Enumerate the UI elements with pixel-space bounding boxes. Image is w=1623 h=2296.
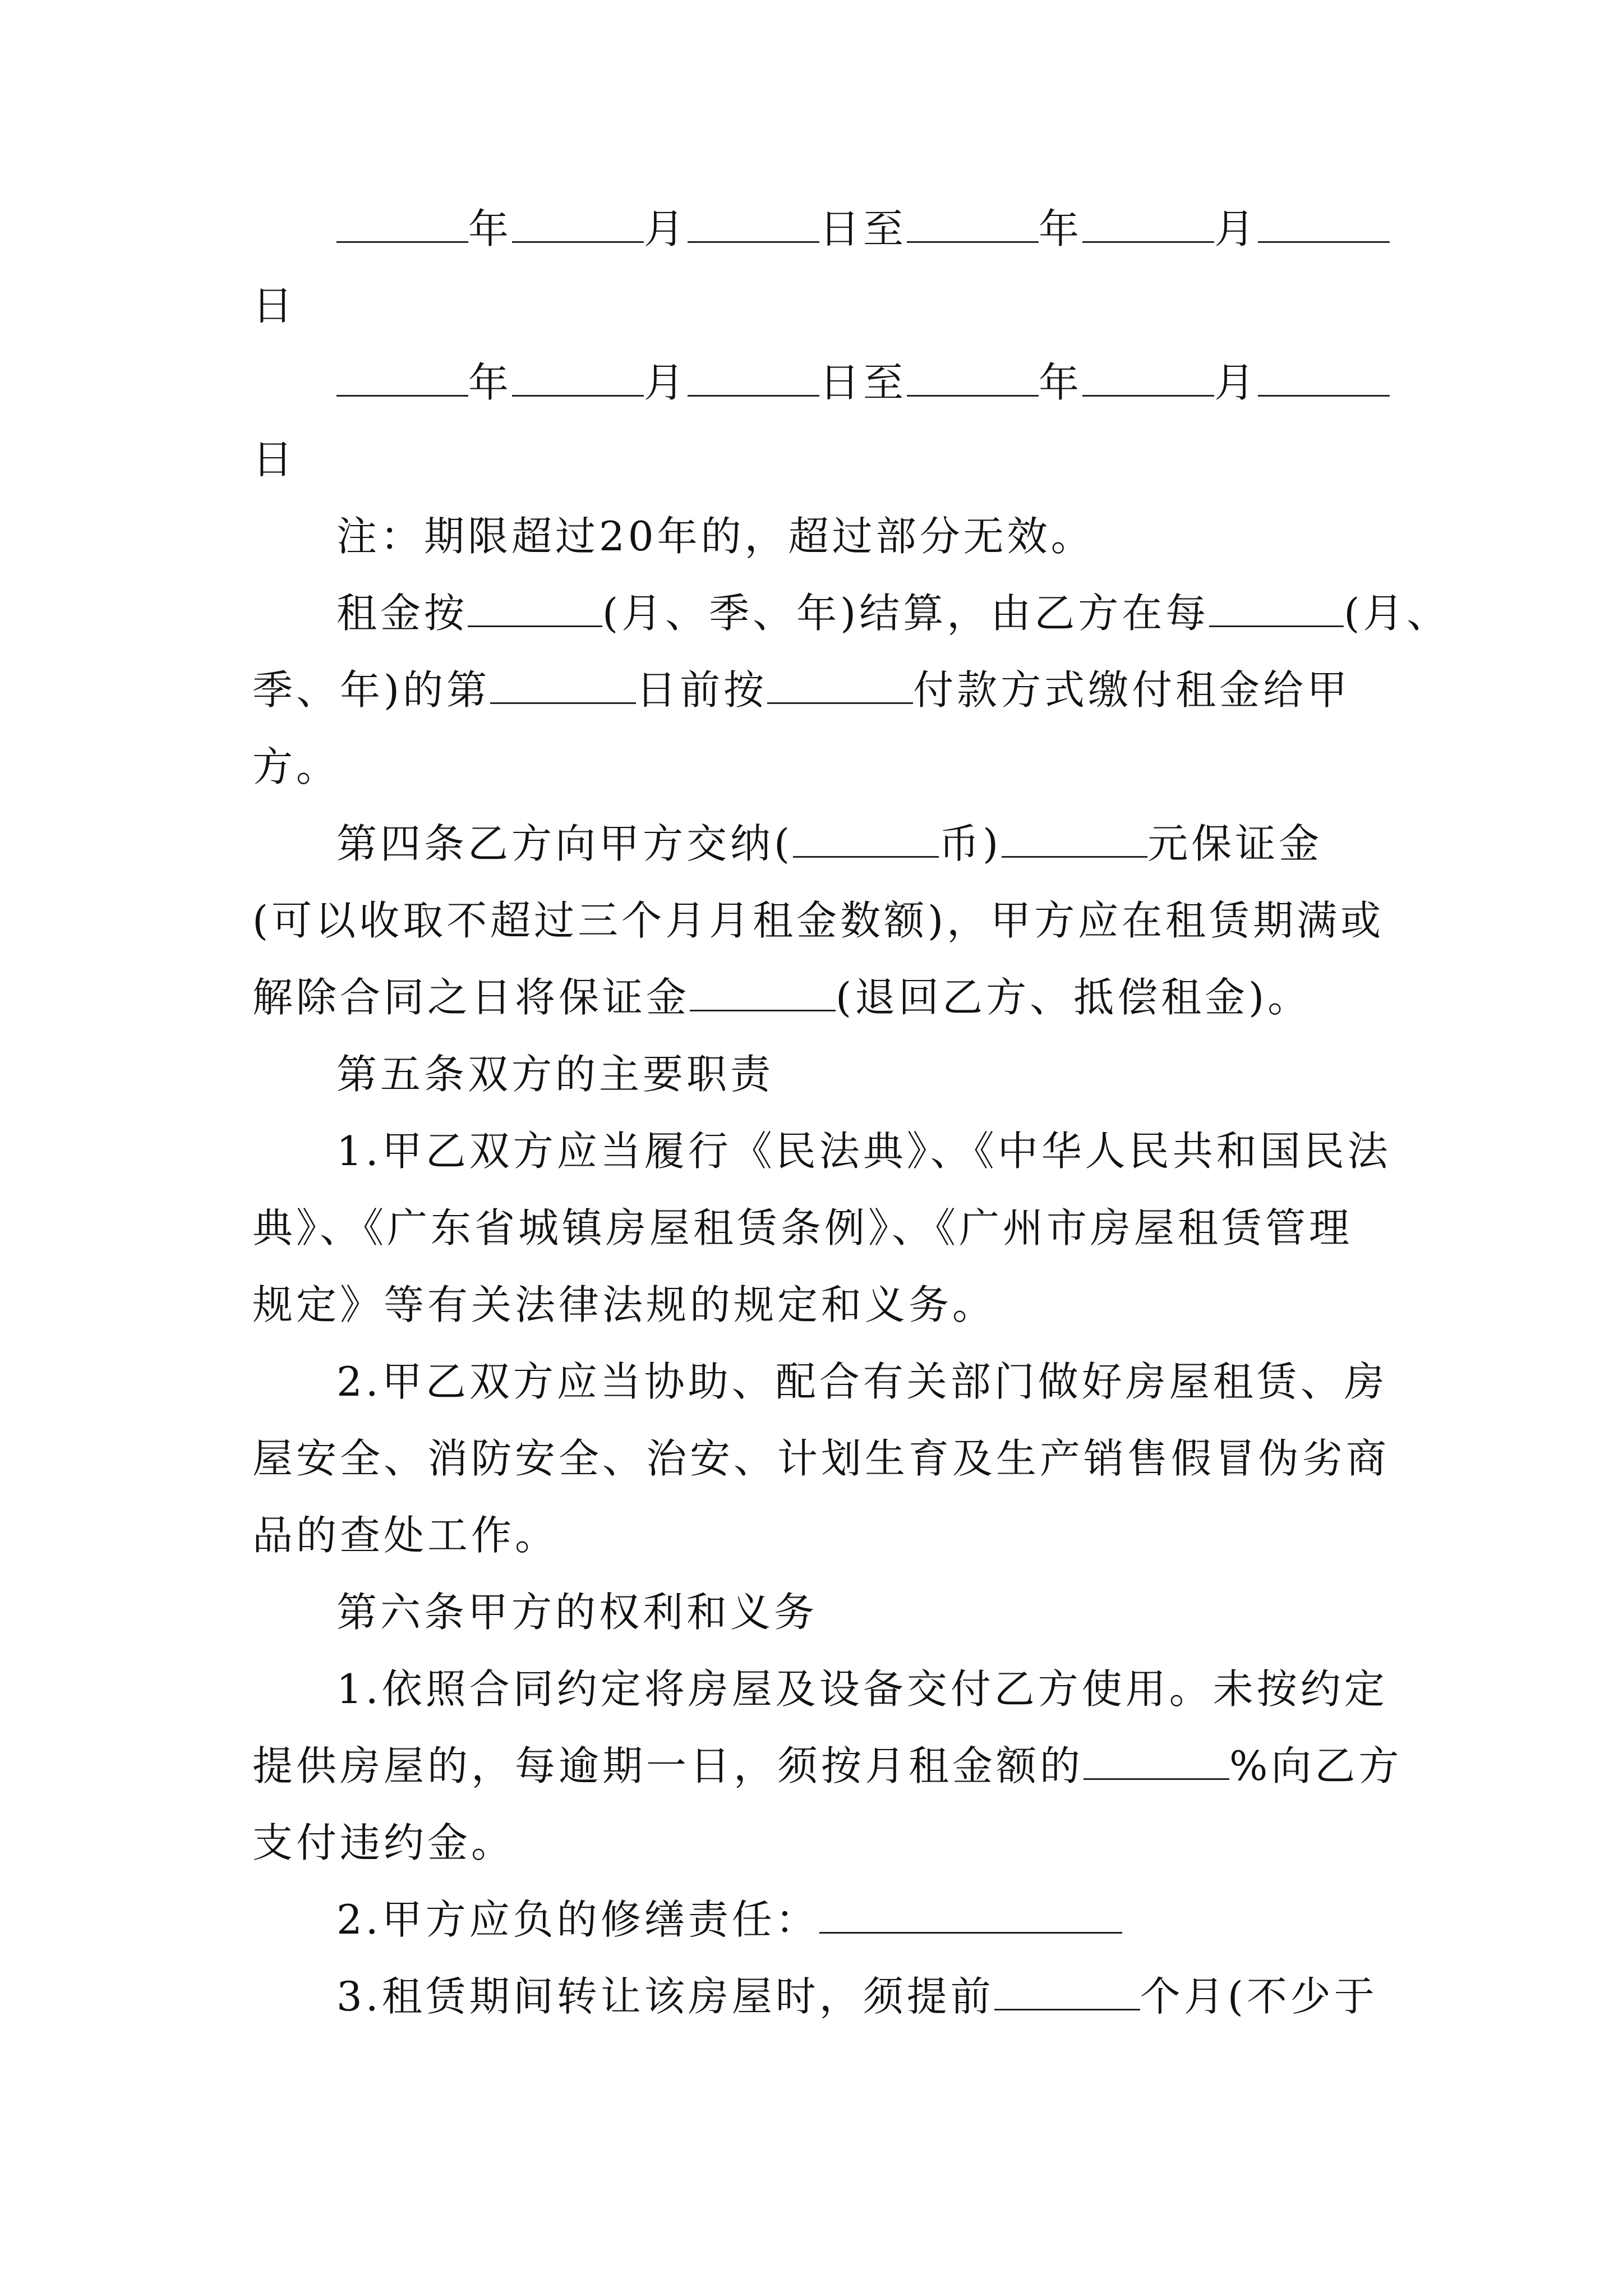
blank-field[interactable]: [767, 669, 913, 704]
text: 月: [1214, 205, 1258, 252]
blank-field[interactable]: [468, 592, 602, 627]
text: 日: [252, 436, 297, 483]
article5-title: 第五条双方的主要职责: [336, 1051, 774, 1098]
text: 3.租赁期间转让该房屋时，须提前: [336, 1973, 994, 2020]
text: (月、季、年)结算，由乙方在每: [602, 590, 1210, 637]
blank-field[interactable]: [819, 1898, 1122, 1934]
text: 解除合同之日将保证金: [252, 974, 690, 1021]
article5-p1-line-2: 典》、《广东省城镇房屋租赁条例》、《广州市房屋租赁管理: [252, 1204, 1353, 1251]
text: 月: [1214, 359, 1258, 406]
text: 第四条乙方向甲方交纳(: [336, 820, 794, 867]
text: 月: [644, 205, 688, 252]
text: (退回乙方、抵偿租金)。: [836, 974, 1312, 1021]
text: 季、年)的第: [252, 666, 491, 714]
article5-p2-line-1: 2.甲乙双方应当协助、配合有关部门做好房屋租赁、房: [336, 1358, 1388, 1405]
text: 月: [644, 359, 688, 406]
blank-field[interactable]: [1082, 208, 1214, 243]
article5-p1-line-3: 规定》等有关法律法规的规定和义务。: [252, 1281, 997, 1328]
blank-field[interactable]: [1258, 361, 1390, 397]
article4-line-2: (可以收取不超过三个月月租金数额)，甲方应在租赁期满或: [252, 897, 1385, 944]
blank-field[interactable]: [490, 669, 636, 704]
blank-field[interactable]: [907, 208, 1039, 243]
article6-p1-line-3: 支付违约金。: [252, 1819, 515, 1866]
blank-field[interactable]: [1082, 361, 1214, 397]
blank-field[interactable]: [1258, 208, 1390, 243]
blank-field[interactable]: [512, 361, 644, 397]
article5-p1-line-1: 1.甲乙双方应当履行《民法典》、《中华人民共和国民法: [336, 1128, 1391, 1175]
date-range-line-1: [252, 191, 1385, 268]
text: 日: [252, 282, 297, 329]
date-range-line-1-tail: [252, 268, 1385, 344]
article5-p2-line-3: 品的查处工作。: [252, 1512, 559, 1559]
article6-p3-line: [252, 1958, 1385, 2035]
article4-line-1: [252, 806, 1385, 882]
text: 付款方式缴付租金给甲: [913, 666, 1351, 714]
document-page: [252, 191, 1451, 2035]
text: 租金按: [336, 590, 468, 637]
blank-field[interactable]: [1209, 592, 1344, 627]
article4-line-3: [252, 959, 1385, 1036]
article6-p1-line-2: [252, 1728, 1403, 1805]
blank-field[interactable]: [994, 1975, 1140, 2010]
text: 日前按: [636, 666, 768, 714]
rent-line-1: [252, 575, 1451, 652]
text: 2.甲方应负的修缮责任：: [336, 1896, 819, 1943]
blank-field[interactable]: [1083, 1745, 1229, 1780]
text: 元保证金: [1147, 820, 1323, 867]
date-range-line-2: [252, 344, 1385, 421]
text: 年: [1039, 205, 1083, 252]
blank-field[interactable]: [907, 361, 1039, 397]
text: 年: [1039, 359, 1083, 406]
blank-field[interactable]: [688, 361, 819, 397]
blank-field[interactable]: [690, 976, 836, 1011]
text: 年: [468, 205, 513, 252]
article6-p1-line-1: 1.依照合同约定将房屋及设备交付乙方使用。未按约定: [336, 1665, 1388, 1713]
text: 日至: [819, 205, 907, 252]
text: 个月(不少于: [1140, 1973, 1378, 2020]
text: %向乙方: [1229, 1742, 1403, 1789]
text: 币): [939, 820, 1002, 867]
text: (月、: [1344, 590, 1451, 637]
text: 日至: [819, 359, 907, 406]
blank-field[interactable]: [336, 208, 468, 243]
rent-line-2: [252, 652, 1385, 729]
blank-field[interactable]: [793, 822, 939, 858]
text: 年: [468, 359, 513, 406]
blank-field[interactable]: [688, 208, 819, 243]
note-line: 注：期限超过20年的，超过部分无效。: [336, 513, 1095, 560]
article6-p2-line: [252, 1881, 1385, 1958]
blank-field[interactable]: [1002, 822, 1147, 858]
blank-field[interactable]: [336, 361, 468, 397]
rent-line-3: 方。: [252, 743, 340, 790]
article6-title: 第六条甲方的权利和义务: [336, 1589, 818, 1636]
text: 提供房屋的，每逾期一日，须按月租金额的: [252, 1742, 1084, 1789]
article5-p2-line-2: 屋安全、消防安全、治安、计划生育及生产销售假冒伪劣商: [252, 1435, 1390, 1482]
date-range-line-2-tail: [252, 421, 1385, 498]
blank-field[interactable]: [512, 208, 644, 243]
